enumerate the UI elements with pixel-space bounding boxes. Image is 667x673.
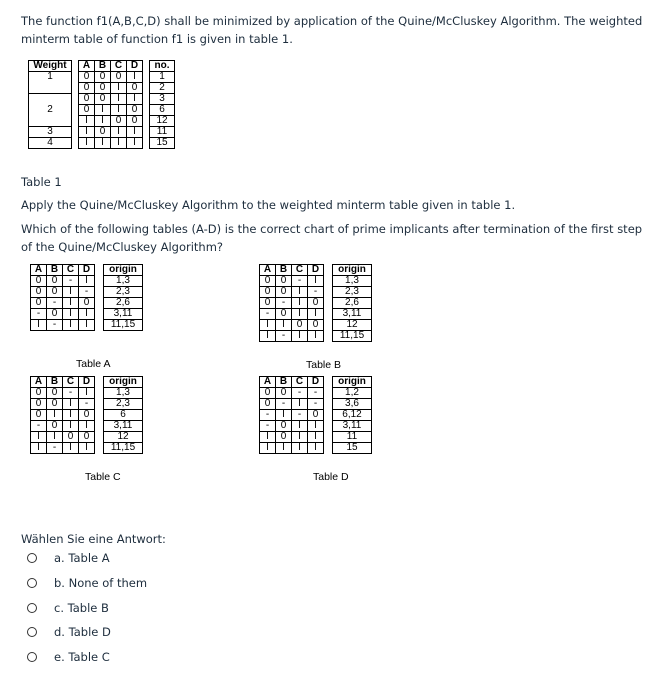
bit-cell: I <box>111 138 127 149</box>
bit-cell: 0 <box>260 287 276 298</box>
origin-cell: 6 <box>104 410 143 421</box>
table-a-caption: Table A <box>76 358 111 370</box>
bit-cell: I <box>47 410 63 421</box>
header-cell: C <box>292 265 308 276</box>
bit-cell: I <box>308 276 324 287</box>
bit-cell: 0 <box>95 72 111 83</box>
bit-cell: I <box>79 421 95 432</box>
gap-cell <box>324 421 333 432</box>
bit-cell: I <box>308 331 324 342</box>
header-cell: Weight <box>29 61 72 72</box>
bit-cell: 0 <box>47 388 63 399</box>
bit-cell: 0 <box>47 287 63 298</box>
gap-cell <box>324 331 333 342</box>
bit-cell: 0 <box>79 94 95 105</box>
bit-cell: 0 <box>276 421 292 432</box>
bit-cell: I <box>127 127 143 138</box>
bit-cell: 0 <box>79 72 95 83</box>
bit-cell: I <box>276 410 292 421</box>
bit-cell: 0 <box>292 320 308 331</box>
gap-cell <box>143 127 150 138</box>
bit-cell: I <box>63 298 79 309</box>
origin-cell: 11 <box>333 432 372 443</box>
gap-cell <box>324 298 333 309</box>
bit-cell: I <box>31 320 47 331</box>
implicant-grid <box>259 264 372 342</box>
gap-cell <box>324 410 333 421</box>
gap-cell <box>143 83 150 94</box>
radio-icon[interactable] <box>27 603 37 613</box>
bit-cell: 0 <box>111 72 127 83</box>
header-cell: B <box>47 265 63 276</box>
origin-cell: 3,11 <box>333 421 372 432</box>
gap-cell <box>95 320 104 331</box>
bit-cell: - <box>260 410 276 421</box>
gap-cell <box>72 94 79 105</box>
radio-icon[interactable] <box>27 627 37 637</box>
gap-cell <box>143 72 150 83</box>
bit-cell: I <box>292 309 308 320</box>
instruction-text: Apply the Quine/McCluskey Algorithm to the weighted minterm table given in table 1. <box>21 198 516 212</box>
bit-cell: 0 <box>31 298 47 309</box>
bit-cell: I <box>63 399 79 410</box>
bit-cell: I <box>63 443 79 454</box>
header-cell: A <box>260 265 276 276</box>
gap-cell <box>72 116 79 127</box>
gap-cell <box>95 410 104 421</box>
bit-cell: - <box>47 298 63 309</box>
bit-cell: I <box>63 421 79 432</box>
option-label: c. Table B <box>54 601 109 615</box>
bit-cell: 0 <box>79 83 95 94</box>
gap-cell <box>72 105 79 116</box>
origin-cell: 3,11 <box>104 309 143 320</box>
bit-cell: - <box>31 421 47 432</box>
bit-cell: 0 <box>95 127 111 138</box>
gap-cell <box>95 265 104 276</box>
gap-cell <box>72 138 79 149</box>
option-label: a. Table A <box>54 551 110 565</box>
origin-cell: 1,3 <box>104 276 143 287</box>
bit-cell: - <box>79 399 95 410</box>
bit-cell: I <box>292 399 308 410</box>
bit-cell: I <box>79 116 95 127</box>
bit-cell: - <box>292 388 308 399</box>
origin-cell: 3,11 <box>333 309 372 320</box>
gap-cell <box>143 61 150 72</box>
header-cell: C <box>292 377 308 388</box>
bit-cell: I <box>79 320 95 331</box>
header-cell: D <box>79 265 95 276</box>
gap-cell <box>95 298 104 309</box>
header-cell: origin <box>104 265 143 276</box>
bit-cell: I <box>111 105 127 116</box>
table1-label: Table 1 <box>21 175 62 189</box>
bit-cell: I <box>308 309 324 320</box>
bit-cell: I <box>127 138 143 149</box>
origin-cell: 3,11 <box>104 421 143 432</box>
bit-cell: I <box>276 320 292 331</box>
bit-cell: I <box>308 432 324 443</box>
implicant-grid <box>30 376 143 454</box>
bit-cell: 0 <box>31 399 47 410</box>
origin-cell: 1,2 <box>333 388 372 399</box>
bit-cell: 0 <box>260 388 276 399</box>
bit-cell: 0 <box>260 399 276 410</box>
bit-cell: 0 <box>79 432 95 443</box>
bit-cell: - <box>260 421 276 432</box>
table-d <box>259 376 372 454</box>
table-b <box>259 264 372 342</box>
header-cell: D <box>308 377 324 388</box>
bit-cell: - <box>47 320 63 331</box>
header-cell: D <box>127 61 143 72</box>
table-c-caption: Table C <box>85 471 121 483</box>
bit-cell: 0 <box>63 432 79 443</box>
bit-cell: 0 <box>308 320 324 331</box>
minterm-cell: 15 <box>150 138 175 149</box>
bit-cell: 0 <box>79 105 95 116</box>
bit-cell: 0 <box>95 94 111 105</box>
bit-cell: 0 <box>260 276 276 287</box>
bit-cell: 0 <box>47 276 63 287</box>
bit-cell: 0 <box>276 432 292 443</box>
bit-cell: 0 <box>127 116 143 127</box>
bit-cell: I <box>79 309 95 320</box>
bit-cell: 0 <box>79 410 95 421</box>
bit-cell: I <box>308 421 324 432</box>
origin-cell: 11,15 <box>104 320 143 331</box>
origin-cell: 2,6 <box>104 298 143 309</box>
gap-cell <box>72 83 79 94</box>
bit-cell: - <box>308 388 324 399</box>
gap-cell <box>95 399 104 410</box>
header-cell: A <box>79 61 95 72</box>
origin-cell: 12 <box>104 432 143 443</box>
bit-cell: 0 <box>111 116 127 127</box>
option-label: b. None of them <box>54 576 148 590</box>
bit-cell: 0 <box>276 287 292 298</box>
weight-cell <box>29 83 72 94</box>
bit-cell: 0 <box>95 83 111 94</box>
gap-cell <box>324 287 333 298</box>
bit-cell: 0 <box>276 388 292 399</box>
gap-cell <box>95 287 104 298</box>
gap-cell <box>324 265 333 276</box>
origin-cell: 2,3 <box>104 287 143 298</box>
minterm-cell: 1 <box>150 72 175 83</box>
minterm-cell: 11 <box>150 127 175 138</box>
bit-cell: I <box>95 105 111 116</box>
radio-icon[interactable] <box>27 553 37 563</box>
header-cell: no. <box>150 61 175 72</box>
bit-cell: I <box>31 432 47 443</box>
bit-cell: I <box>95 138 111 149</box>
header-cell: origin <box>333 265 372 276</box>
option-d[interactable] <box>27 625 111 639</box>
weight-cell: 4 <box>29 138 72 149</box>
gap-cell <box>95 388 104 399</box>
bit-cell: 0 <box>31 276 47 287</box>
bit-cell: I <box>63 320 79 331</box>
bit-cell: I <box>292 298 308 309</box>
bit-cell: - <box>63 388 79 399</box>
bit-cell: I <box>47 432 63 443</box>
weight-cell: 2 <box>29 105 72 116</box>
header-cell: origin <box>104 377 143 388</box>
implicant-grid <box>259 376 372 454</box>
answer-prompt: Wählen Sie eine Antwort: <box>21 532 166 546</box>
gap-cell <box>324 388 333 399</box>
table-a <box>30 264 143 331</box>
bit-cell: - <box>276 298 292 309</box>
bit-cell: - <box>276 399 292 410</box>
gap-cell <box>324 309 333 320</box>
weight-cell <box>29 116 72 127</box>
radio-icon[interactable] <box>27 578 37 588</box>
bit-cell: I <box>63 309 79 320</box>
bit-cell: I <box>31 443 47 454</box>
weight-cell <box>29 94 72 105</box>
implicant-grid <box>30 264 143 331</box>
bit-cell: - <box>308 399 324 410</box>
bit-cell: 0 <box>308 410 324 421</box>
minterm-cell: 3 <box>150 94 175 105</box>
bit-cell: I <box>276 443 292 454</box>
table-d-caption: Table D <box>313 471 349 483</box>
gap-cell <box>95 276 104 287</box>
bit-cell: - <box>292 276 308 287</box>
gap-cell <box>72 72 79 83</box>
bit-cell: 0 <box>47 421 63 432</box>
gap-cell <box>324 399 333 410</box>
gap-cell <box>95 309 104 320</box>
bit-cell: I <box>79 127 95 138</box>
bit-cell: I <box>111 83 127 94</box>
option-e[interactable] <box>27 650 110 664</box>
bit-cell: I <box>79 443 95 454</box>
bit-cell: I <box>308 443 324 454</box>
gap-cell <box>72 127 79 138</box>
header-cell: C <box>63 265 79 276</box>
gap-cell <box>95 432 104 443</box>
header-cell: D <box>79 377 95 388</box>
bit-cell: I <box>260 331 276 342</box>
bit-cell: 0 <box>127 105 143 116</box>
header-cell: B <box>47 377 63 388</box>
gap-cell <box>143 138 150 149</box>
option-label: d. Table D <box>54 625 111 639</box>
bit-cell: 0 <box>31 410 47 421</box>
bit-cell: I <box>260 320 276 331</box>
header-cell: B <box>276 265 292 276</box>
origin-cell: 3,6 <box>333 399 372 410</box>
origin-cell: 6,12 <box>333 410 372 421</box>
minterm-cell: 2 <box>150 83 175 94</box>
bit-cell: I <box>111 94 127 105</box>
gap-cell <box>95 377 104 388</box>
bit-cell: - <box>276 331 292 342</box>
table-c <box>30 376 143 454</box>
gap-cell <box>143 116 150 127</box>
bit-cell: - <box>47 443 63 454</box>
bit-cell: - <box>308 287 324 298</box>
bit-cell: 0 <box>260 298 276 309</box>
header-cell: origin <box>333 377 372 388</box>
gap-cell <box>324 276 333 287</box>
header-cell: C <box>63 377 79 388</box>
gap-cell <box>95 421 104 432</box>
bit-cell: I <box>63 410 79 421</box>
bit-cell: I <box>95 116 111 127</box>
bit-cell: 0 <box>127 83 143 94</box>
bit-cell: I <box>292 421 308 432</box>
bit-cell: 0 <box>47 399 63 410</box>
header-cell: A <box>31 265 47 276</box>
bit-cell: 0 <box>31 388 47 399</box>
gap-cell <box>143 105 150 116</box>
origin-cell: 1,3 <box>333 276 372 287</box>
bit-cell: 0 <box>47 309 63 320</box>
header-cell: B <box>276 377 292 388</box>
bit-cell: I <box>79 138 95 149</box>
bit-cell: I <box>63 287 79 298</box>
bit-cell: - <box>31 309 47 320</box>
minterm-grid <box>28 60 175 149</box>
bit-cell: I <box>127 94 143 105</box>
minterm-cell: 12 <box>150 116 175 127</box>
bit-cell: - <box>260 309 276 320</box>
question-text: Which of the following tables (A-D) is the correct chart of prime implicants after termination of the first step of the Quine/McCluskey Algorithm? <box>21 222 643 254</box>
gap-cell <box>324 443 333 454</box>
minterm-table <box>28 60 175 149</box>
header-cell: C <box>111 61 127 72</box>
weight-cell: 3 <box>29 127 72 138</box>
option-c[interactable] <box>27 601 109 615</box>
origin-cell: 11,15 <box>333 331 372 342</box>
gap-cell <box>324 432 333 443</box>
origin-cell: 12 <box>333 320 372 331</box>
bit-cell: I <box>79 276 95 287</box>
origin-cell: 2,3 <box>333 287 372 298</box>
origin-cell: 2,6 <box>333 298 372 309</box>
option-b[interactable] <box>27 576 147 590</box>
bit-cell: I <box>127 72 143 83</box>
bit-cell: 0 <box>276 276 292 287</box>
bit-cell: 0 <box>31 287 47 298</box>
header-cell: A <box>31 377 47 388</box>
weight-cell: 1 <box>29 72 72 83</box>
bit-cell: I <box>260 432 276 443</box>
bit-cell: I <box>292 443 308 454</box>
option-label: e. Table C <box>54 650 110 664</box>
radio-icon[interactable] <box>27 652 37 662</box>
origin-cell: 1,3 <box>104 388 143 399</box>
bit-cell: 0 <box>276 309 292 320</box>
gap-cell <box>72 61 79 72</box>
header-cell: D <box>308 265 324 276</box>
bit-cell: - <box>79 287 95 298</box>
gap-cell <box>143 94 150 105</box>
bit-cell: I <box>79 388 95 399</box>
table-b-caption: Table B <box>306 359 342 371</box>
header-cell: A <box>260 377 276 388</box>
header-cell: B <box>95 61 111 72</box>
bit-cell: I <box>260 443 276 454</box>
bit-cell: I <box>111 127 127 138</box>
bit-cell: I <box>292 287 308 298</box>
origin-cell: 15 <box>333 443 372 454</box>
option-a[interactable] <box>27 551 110 565</box>
origin-cell: 11,15 <box>104 443 143 454</box>
gap-cell <box>324 320 333 331</box>
gap-cell <box>324 377 333 388</box>
bit-cell: I <box>292 331 308 342</box>
intro-text: The function f1(A,B,C,D) shall be minimized by application of the Quine/McCluskey Algorithm. The weighted minterm table of function f1 is given in table 1. <box>21 14 643 46</box>
bit-cell: 0 <box>79 298 95 309</box>
bit-cell: 0 <box>308 298 324 309</box>
bit-cell: - <box>63 276 79 287</box>
bit-cell: I <box>292 432 308 443</box>
gap-cell <box>95 443 104 454</box>
bit-cell: - <box>292 410 308 421</box>
origin-cell: 2,3 <box>104 399 143 410</box>
minterm-cell: 6 <box>150 105 175 116</box>
